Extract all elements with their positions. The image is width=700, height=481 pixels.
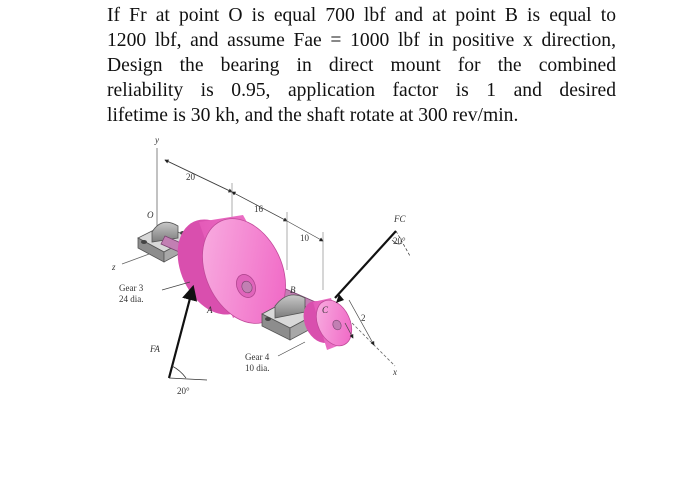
gear-3-dia: 24 dia. xyxy=(119,294,144,304)
force-fc-arrow xyxy=(335,231,396,298)
force-fc-label: FC xyxy=(394,214,406,224)
force-fc-angle: 20° xyxy=(393,236,406,246)
problem-line-3: Design the bearing in direct mount for the combined xyxy=(107,55,616,76)
point-a-label: A xyxy=(207,305,213,315)
gear-4-dia: 10 dia. xyxy=(245,363,270,373)
force-fa-angle-arc xyxy=(172,366,186,378)
gear-3-label: Gear 3 xyxy=(119,283,144,293)
y-axis-label: y xyxy=(155,135,159,145)
dimension-20: 20 xyxy=(186,172,195,182)
x-axis-label: x xyxy=(393,367,397,377)
force-fa-reference xyxy=(169,378,207,380)
point-c-label: C xyxy=(322,305,329,315)
problem-line-2: 1200 lbf, and assume Fae = 1000 lbf in positive x direction, xyxy=(107,30,616,51)
gear-4-label: Gear 4 xyxy=(245,352,270,362)
gear-3-leader xyxy=(162,282,190,290)
dimension-16: 16 xyxy=(254,204,263,214)
x-axis-line xyxy=(345,316,395,366)
force-fa-arrow xyxy=(169,287,193,378)
force-fa-label: FA xyxy=(150,344,160,354)
z-axis-label: z xyxy=(112,262,116,272)
dimension-10: 10 xyxy=(300,233,309,243)
problem-line-5: lifetime is 30 kh, and the shaft rotate at 300 rev/min. xyxy=(107,105,519,126)
problem-line-4: reliability is 0.95, application factor is 1 and desired xyxy=(107,80,616,101)
problem-line-1: If Fr at point O is equal 700 lbf and at point B is equal to xyxy=(107,5,616,26)
gear-4-leader xyxy=(278,342,305,356)
point-o-label: O xyxy=(147,210,154,220)
dimension-2: 2 xyxy=(361,313,366,323)
point-b-label: B xyxy=(290,285,296,295)
force-fa-angle: 20° xyxy=(177,386,190,396)
